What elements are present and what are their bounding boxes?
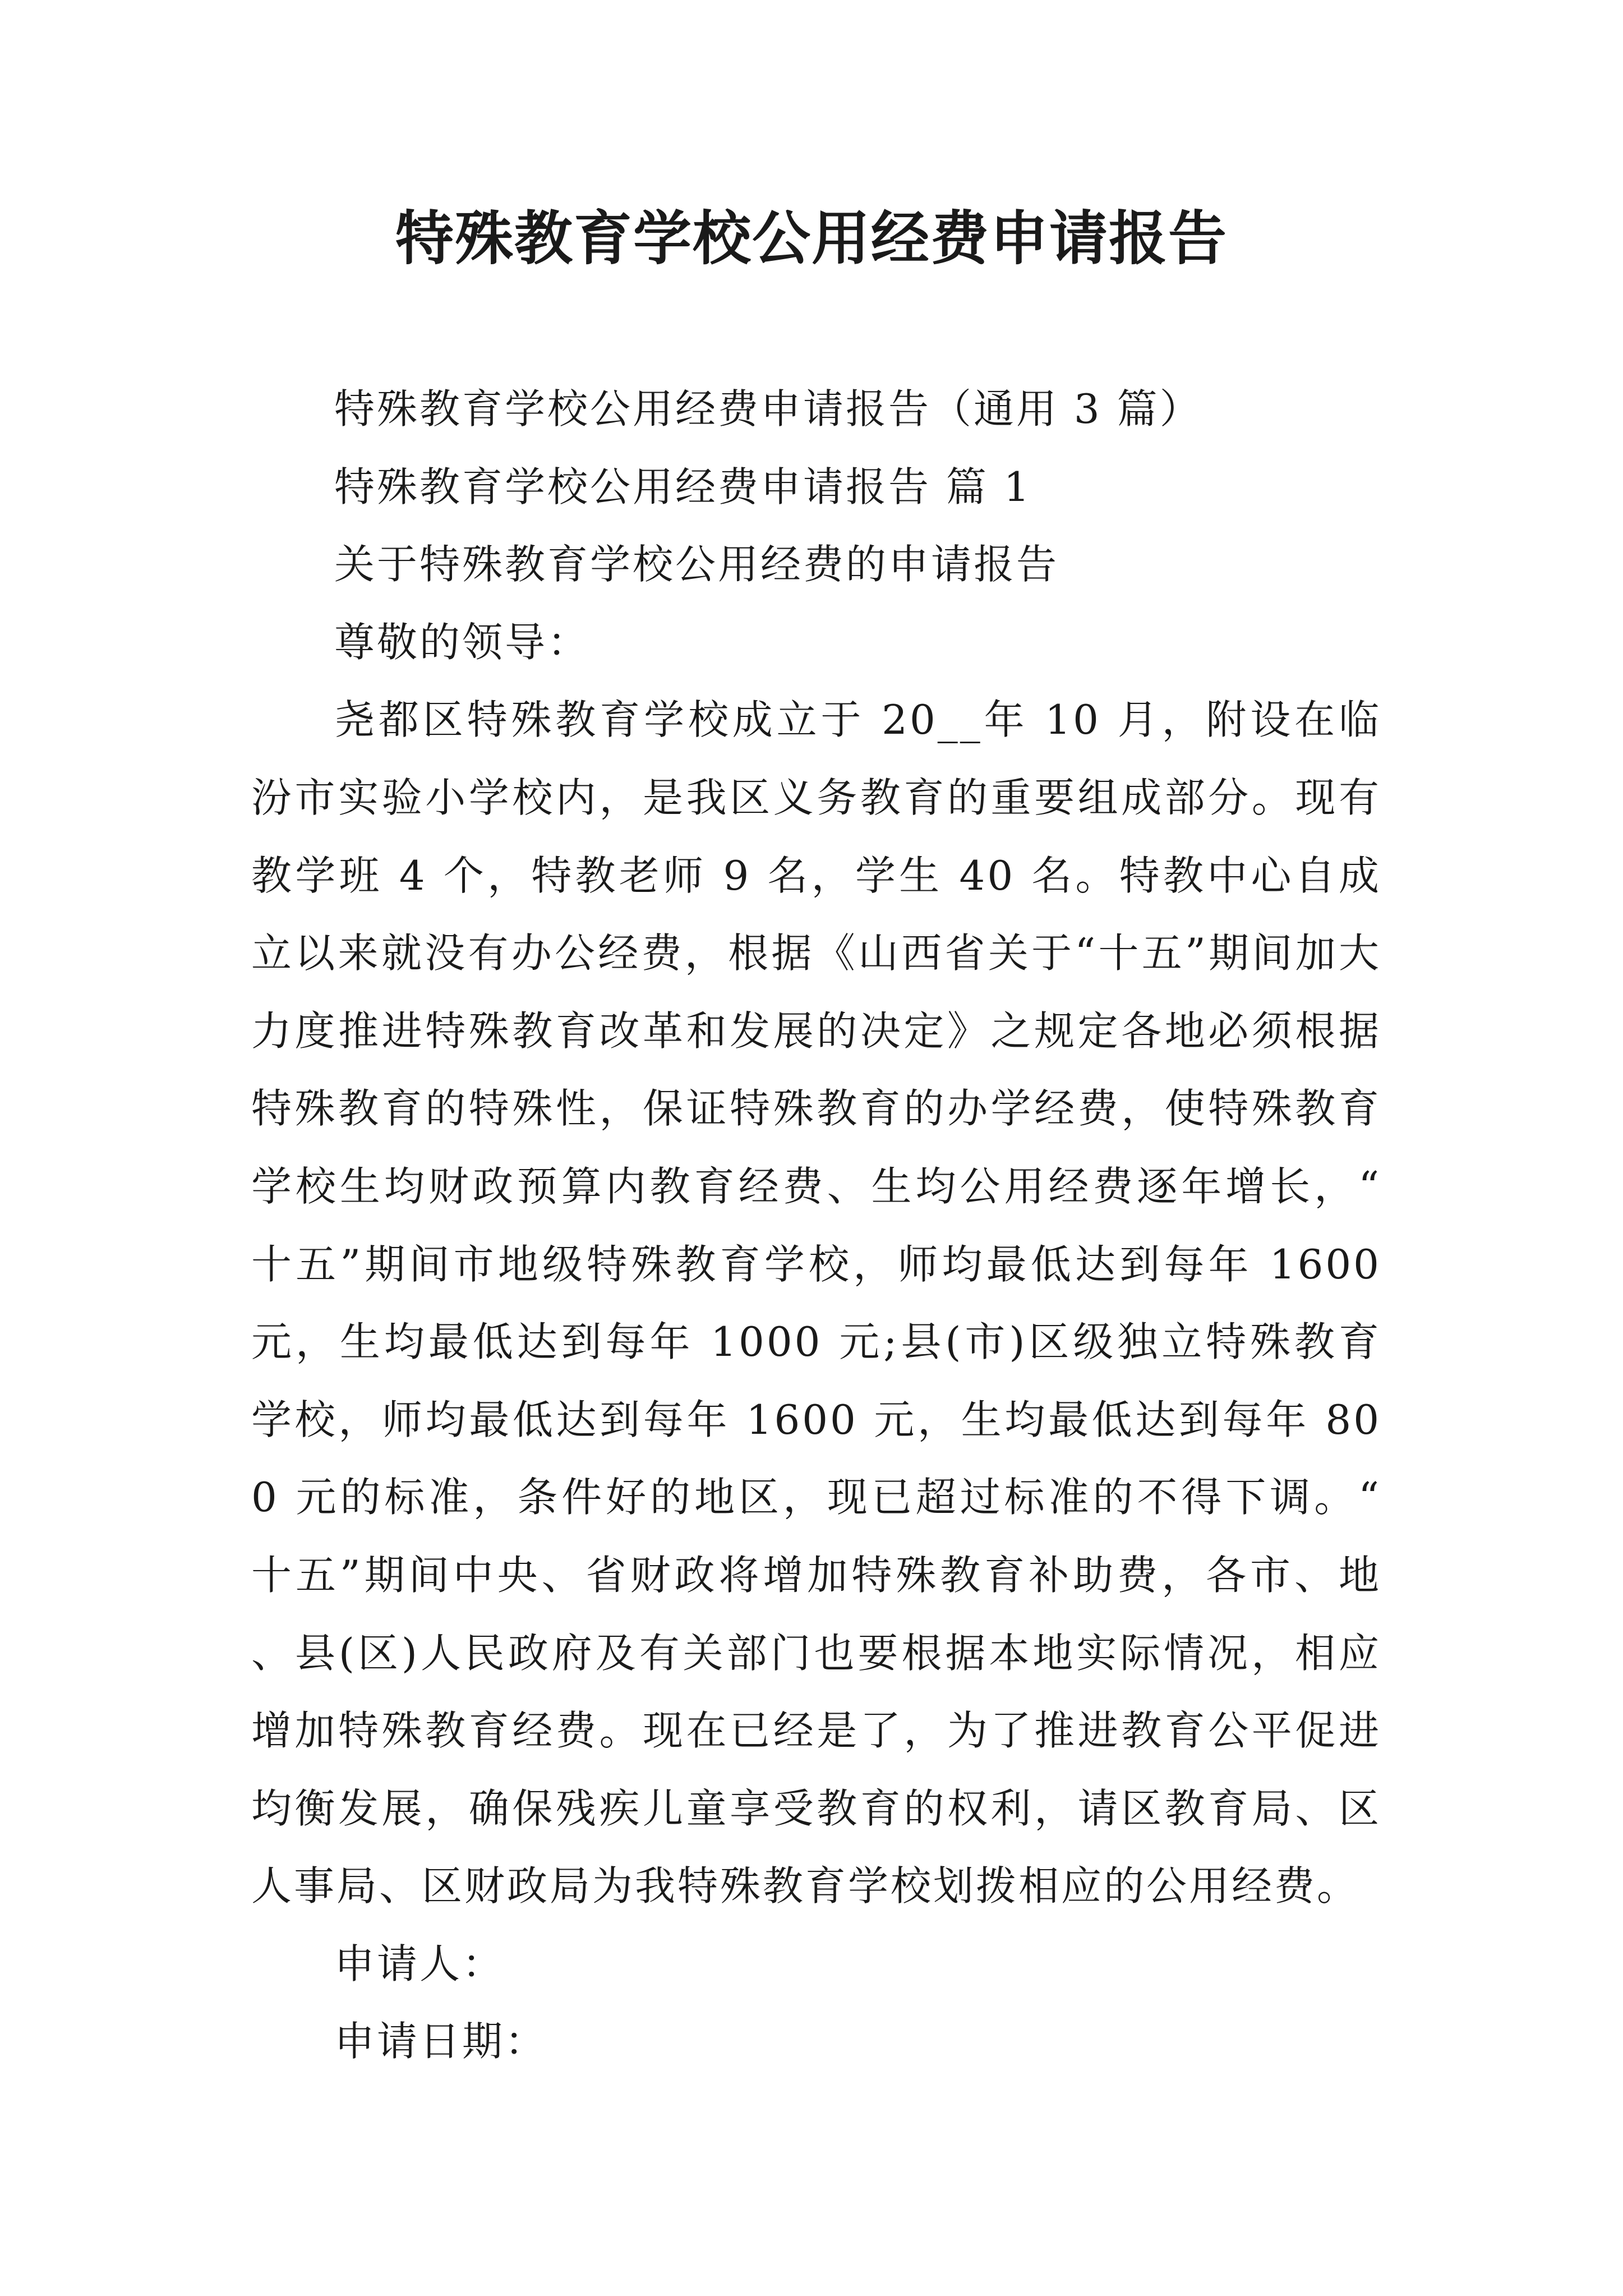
document-subtitle: 特殊教育学校公用经费申请报告（通用 3 篇）: [334, 385, 1202, 432]
document-title: 特殊教育学校公用经费申请报告: [395, 204, 1228, 273]
salutation: 尊敬的领导：: [334, 618, 591, 666]
section-heading: 特殊教育学校公用经费申请报告 篇 1: [334, 463, 1032, 510]
date-label: 申请日期：: [334, 2018, 548, 2065]
document-body: [251, 370, 1381, 2081]
letter-title: 关于特殊教育学校公用经费的申请报告: [334, 541, 1059, 588]
applicant-label: 申请人：: [334, 1940, 505, 1987]
body-paragraph: 尧都区特殊教育学校成立于 20__年 10 月，附设在临汾市实验小学校内，是我区义务教育的重要组成部分。现有教学班 4 个，特教老师 9 名，学生 40 名。特教中心自成立以来就没有办公经费，根据《山西省关于“十五”期间加大力度推进特殊教育改革和发展的决定》之规定各地必须根据特殊教育的特殊性，保证特殊教育的办学经费，使特殊教育学校生均财政预算内教育经费、生均公用经费逐年增长，“十五”期间市地级特殊教育学校，师均最低达到每年 1600 元，生均最低达到每年 1000 元;县(市)区级独立特殊教育学校，师均最低达到每年 1600 元，生均最低达到每年 800 元的标准，条件好的地区，现已超过标准的不得下调。“十五”期间中央、省财政将增加特殊教育补助费，各市、地、县(区)人民政府及有关部门也要根据本地实际情况，相应增加特殊教育经费。现在已经是了，为了推进教育公平促进均衡发展，确保残疾儿童享受教育的权利，请区教育局、区人事局、区财政局为我特殊教育学校划拨相应的公用经费。: [251, 696, 1381, 1910]
